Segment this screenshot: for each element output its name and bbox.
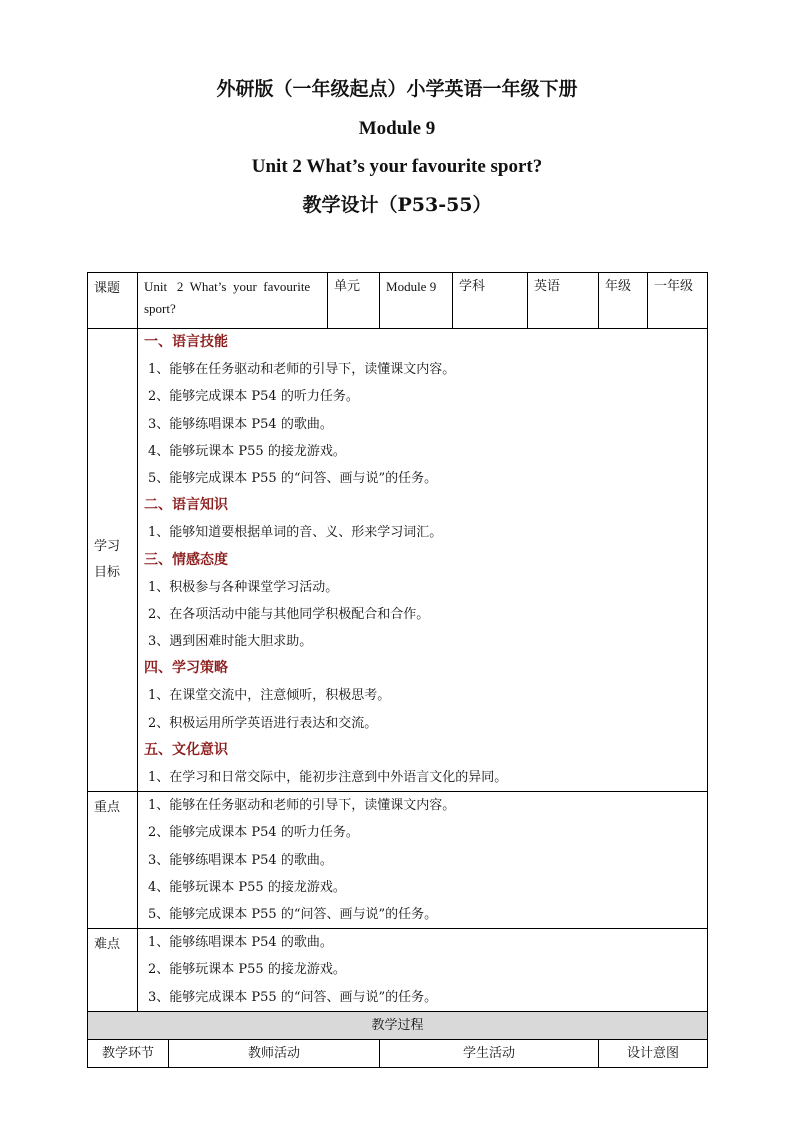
difficult-points-row bbox=[88, 929, 708, 1012]
process-title: 教学过程 bbox=[88, 1012, 708, 1040]
objective-item: 2、在各项活动中能与其他同学积极配合和合作。 bbox=[148, 606, 430, 622]
grade-value: 一年级 bbox=[648, 273, 708, 329]
topic-label: 课题 bbox=[88, 273, 138, 329]
design-title: 教学设计（P53-55） bbox=[302, 194, 492, 216]
objectives-content bbox=[138, 329, 708, 792]
lesson-plan-table bbox=[87, 272, 708, 1068]
unit-title: Unit 2 What’s your favourite sport? bbox=[251, 156, 543, 177]
objectives-label bbox=[88, 329, 138, 792]
key-point-item: 1、能够在任务驱动和老师的引导下，读懂课文内容。 bbox=[148, 798, 456, 814]
objectives-row bbox=[88, 329, 708, 792]
difficult-point-item: 1、能够练唱课本 P54 的歌曲。 bbox=[148, 935, 333, 951]
unit-value: Module 9 bbox=[380, 273, 453, 329]
objective-item: 2、积极运用所学英语进行表达和交流。 bbox=[148, 715, 378, 731]
objectives-label-line2: 目标 bbox=[94, 565, 121, 581]
objective-item: 4、能够玩课本 P55 的接龙游戏。 bbox=[148, 443, 346, 459]
key-point-item: 3、能够练唱课本 P54 的歌曲。 bbox=[148, 852, 333, 868]
topic-value bbox=[138, 273, 328, 329]
info-row bbox=[88, 273, 708, 329]
objective-item: 2、能够完成课本 P54 的听力任务。 bbox=[148, 389, 359, 405]
objective-section-heading: 五、文化意识 bbox=[144, 741, 228, 758]
document-title-block bbox=[0, 74, 794, 228]
objective-item: 1、能够在任务驱动和老师的引导下，读懂课文内容。 bbox=[148, 362, 456, 378]
key-points-row bbox=[88, 792, 708, 929]
subject-value: 英语 bbox=[528, 273, 599, 329]
process-col-teacher: 教师活动 bbox=[169, 1040, 380, 1068]
difficult-point-item: 2、能够玩课本 P55 的接龙游戏。 bbox=[148, 962, 346, 978]
process-col-stage: 教学环节 bbox=[88, 1040, 169, 1068]
objective-item: 1、积极参与各种课堂学习活动。 bbox=[148, 579, 339, 595]
objective-item: 3、能够练唱课本 P54 的歌曲。 bbox=[148, 416, 333, 432]
difficult-points-content bbox=[138, 929, 708, 1012]
process-col-intent: 设计意图 bbox=[599, 1040, 708, 1068]
subject-label: 学科 bbox=[453, 273, 528, 329]
key-point-item: 2、能够完成课本 P54 的听力任务。 bbox=[148, 825, 359, 841]
module-title: Module 9 bbox=[358, 118, 436, 139]
key-point-item: 5、能够完成课本 P55 的“问答、画与说”的任务。 bbox=[148, 906, 438, 922]
objective-item: 3、遇到困难时能大胆求助。 bbox=[148, 634, 313, 650]
topic-value-line1: Unit 2 What’s your favourite bbox=[144, 279, 311, 294]
process-title-row bbox=[88, 1012, 708, 1040]
objective-item: 1、能够知道要根据单词的音、义、形来学习词汇。 bbox=[148, 525, 443, 541]
difficult-points-label: 难点 bbox=[88, 929, 138, 1012]
objective-section-heading: 二、语言知识 bbox=[144, 497, 228, 514]
objective-item: 5、能够完成课本 P55 的“问答、画与说”的任务。 bbox=[148, 470, 438, 486]
key-points-label: 重点 bbox=[88, 792, 138, 929]
grade-label: 年级 bbox=[599, 273, 648, 329]
objective-section-heading: 一、语言技能 bbox=[144, 334, 228, 350]
unit-label: 单元 bbox=[328, 273, 380, 329]
difficult-point-item: 3、能够完成课本 P55 的“问答、画与说”的任务。 bbox=[148, 989, 438, 1005]
process-col-student: 学生活动 bbox=[380, 1040, 599, 1068]
document-title: 外研版（一年级起点）小学英语一年级下册 bbox=[216, 78, 578, 100]
topic-value-line2: sport? bbox=[144, 301, 176, 316]
key-points-content bbox=[138, 792, 708, 929]
objective-item: 1、在学习和日常交际中，能初步注意到中外语言文化的异同。 bbox=[148, 770, 508, 785]
objective-section-heading: 四、学习策略 bbox=[144, 660, 228, 677]
process-header-row bbox=[88, 1040, 708, 1068]
objectives-label-line1: 学习 bbox=[94, 539, 121, 555]
key-point-item: 4、能够玩课本 P55 的接龙游戏。 bbox=[148, 879, 346, 895]
objective-section-heading: 三、情感态度 bbox=[144, 551, 228, 568]
objective-item: 1、在课堂交流中，注意倾听，积极思考。 bbox=[148, 688, 391, 704]
